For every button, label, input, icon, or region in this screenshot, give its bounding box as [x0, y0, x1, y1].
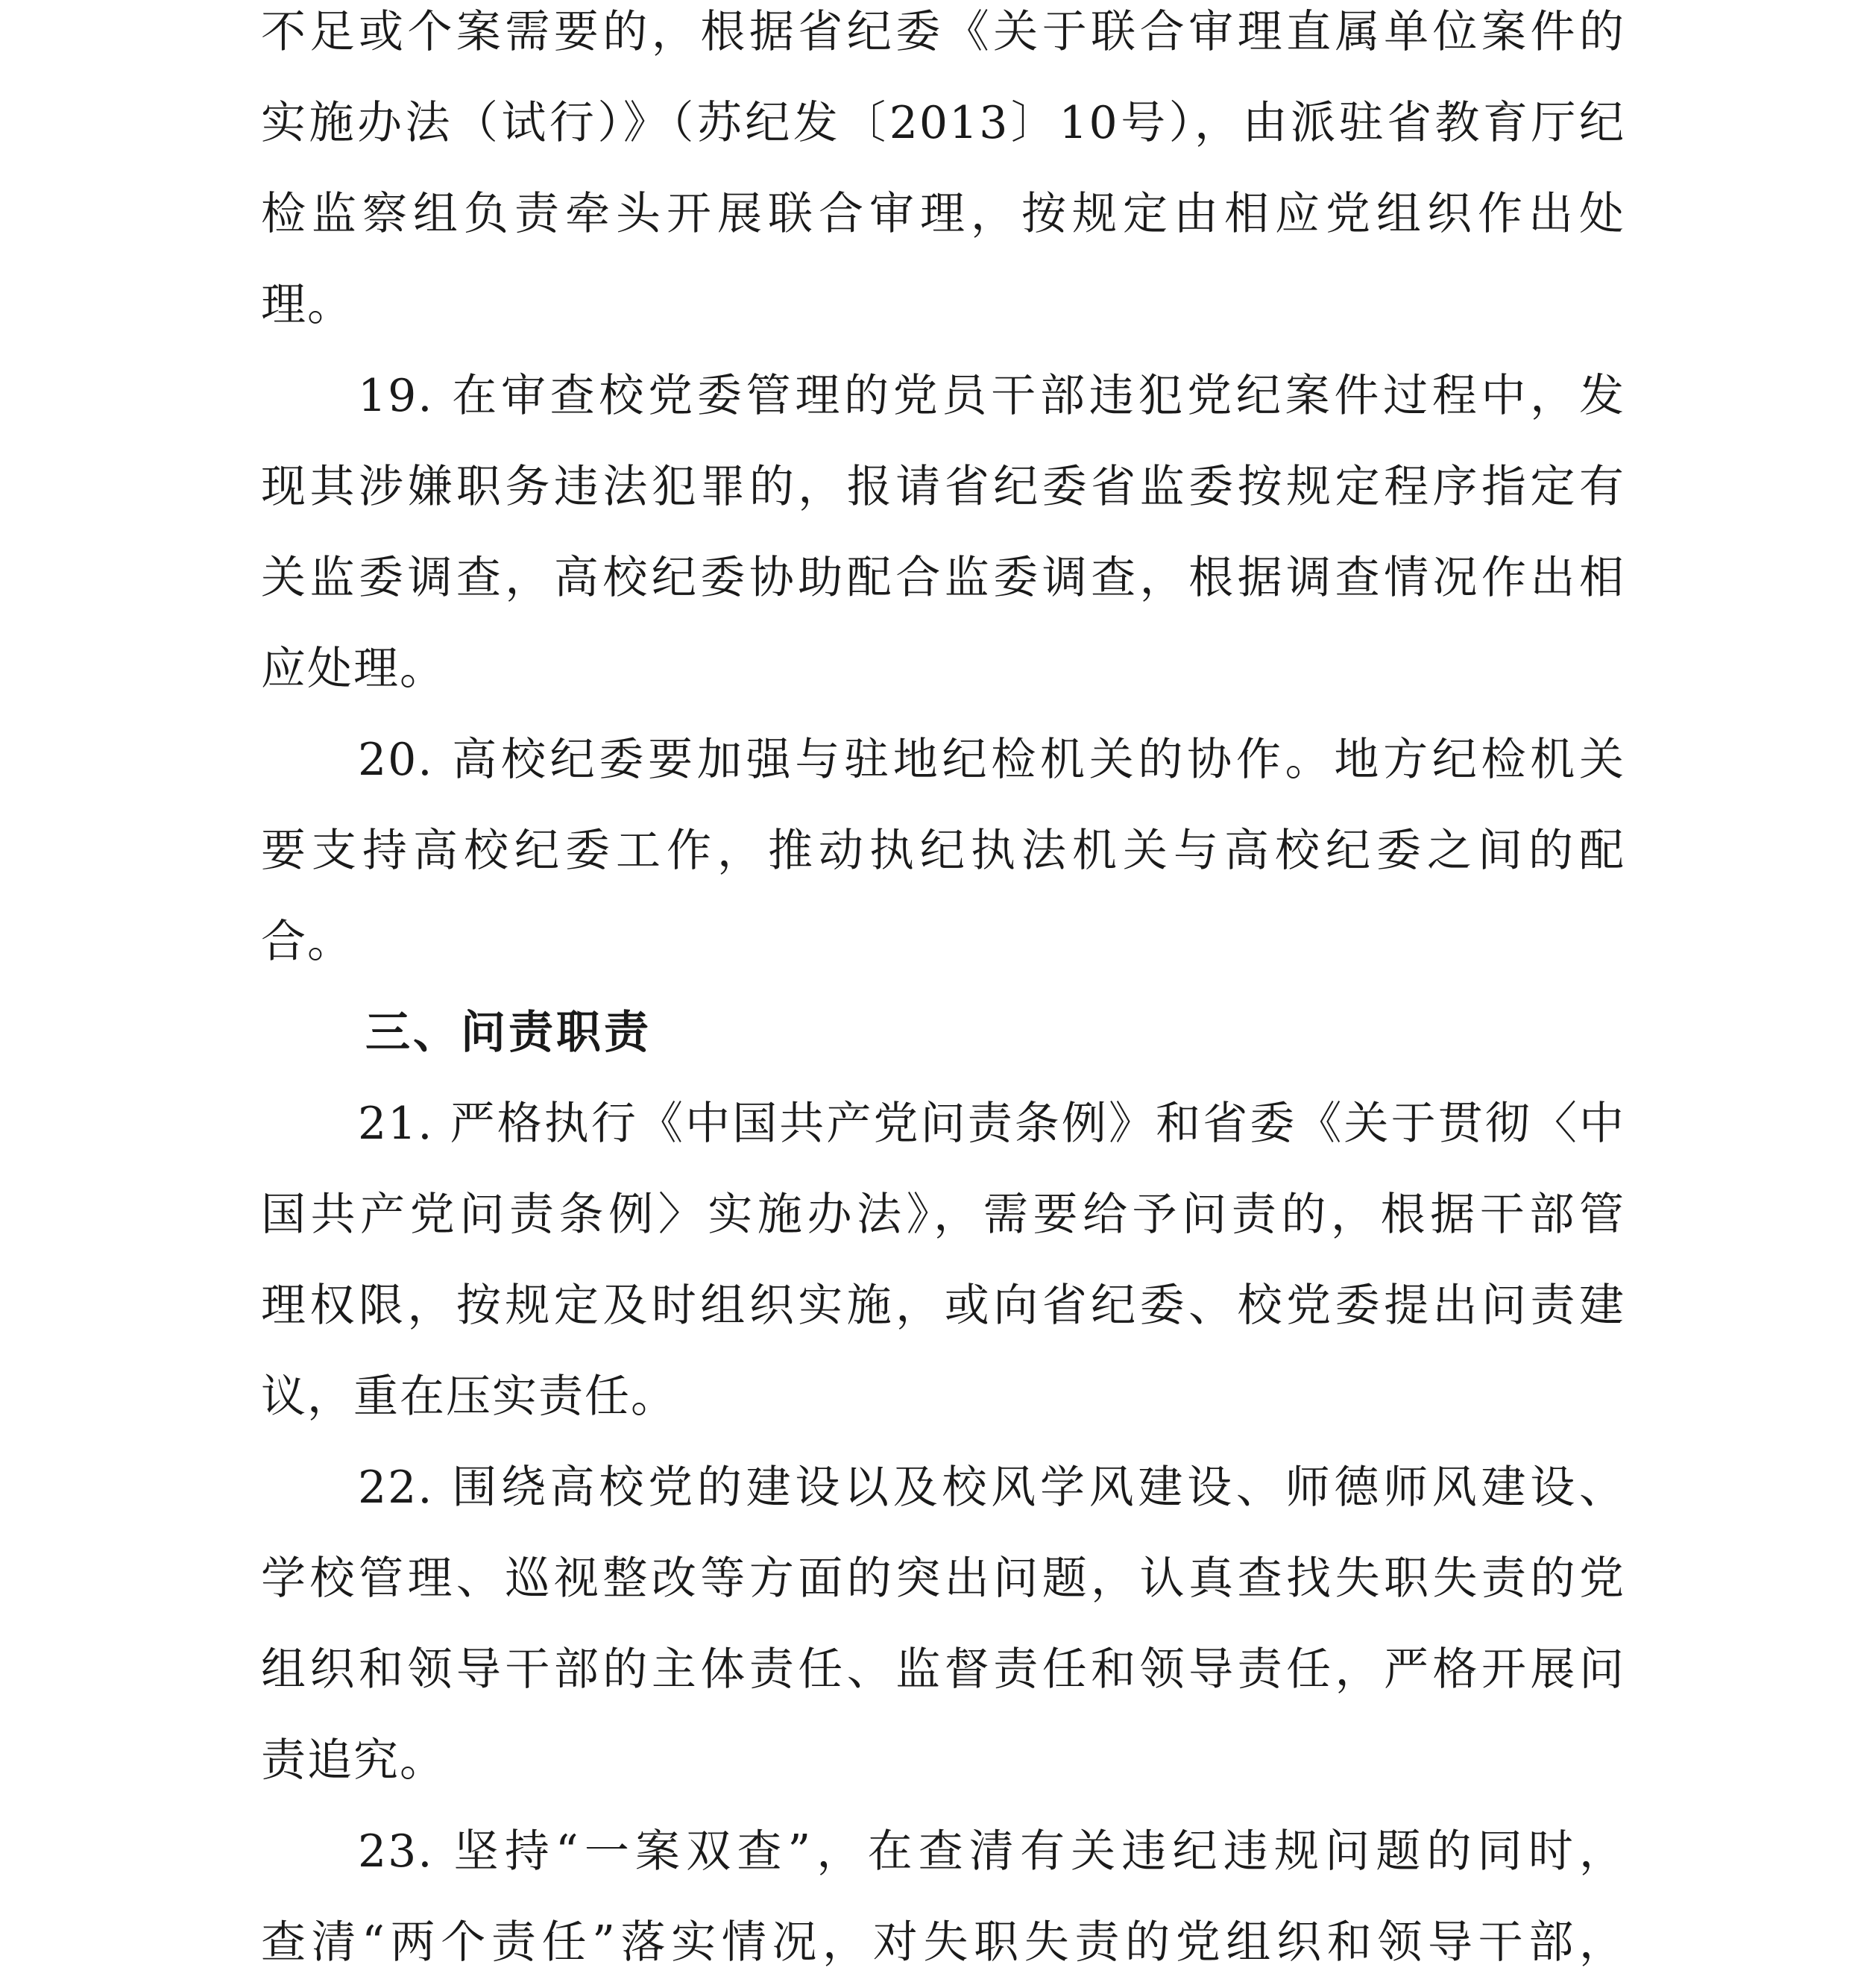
- text-line: 不足或个案需要的，根据省纪委《关于联合审理直属单位案件的: [261, 6, 1625, 58]
- text-line: 组织和领导干部的主体责任、监督责任和领导责任，严格开展问: [261, 1643, 1625, 1696]
- text-line: 查清“两个责任”落实情况，对失职失责的党组织和领导干部，: [261, 1916, 1625, 1969]
- text-line: 19. 在审查校党委管理的党员干部违犯党纪案件过程中，发: [358, 370, 1625, 422]
- text-line: 要支持高校纪委工作，推动执纪执法机关与高校纪委之间的配: [261, 825, 1625, 877]
- paragraph-item-22: [261, 1442, 1625, 1806]
- text-line: 实施办法（试行）》（苏纪发〔2013〕10号），由派驻省教育厅纪: [261, 97, 1625, 149]
- text-line: 22. 围绕高校党的建设以及校风学风建设、师德师风建设、: [358, 1462, 1625, 1514]
- text-line: 学校管理、巡视整改等方面的突出问题，认真查找失职失责的党: [261, 1553, 1625, 1605]
- text-line: 现其涉嫌职务违法犯罪的，报请省纪委省监委按规定程序指定有: [261, 461, 1625, 513]
- paragraph-item-20: [261, 714, 1625, 987]
- text-line: 理。: [261, 279, 353, 331]
- text-line: 责追究。: [261, 1734, 446, 1787]
- text-line: 检监察组负责牵头开展联合审理，按规定由相应党组织作出处: [261, 188, 1625, 240]
- text-line: 21. 严格执行《中国共产党问责条例》和省委《关于贯彻〈中: [358, 1098, 1625, 1150]
- text-line: 议，重在压实责任。: [261, 1371, 677, 1423]
- text-line: 合。: [261, 916, 353, 968]
- paragraph-continued: [261, 0, 1625, 350]
- text-line: 20. 高校纪委要加强与驻地纪检机关的协作。地方纪检机关: [358, 734, 1625, 786]
- text-line: 国共产党问责条例〉实施办法》，需要给予问责的，根据干部管: [261, 1189, 1625, 1241]
- paragraph-item-21: [261, 1078, 1625, 1442]
- paragraph-item-19: [261, 350, 1625, 714]
- paragraph-item-23: [261, 1806, 1625, 1988]
- text-line: 应处理。: [261, 643, 446, 695]
- text-line: 23. 坚持“一案双查”，在查清有关违纪违规问题的同时，: [358, 1825, 1625, 1878]
- text-line: 理权限，按规定及时组织实施，或向省纪委、校党委提出问责建: [261, 1280, 1625, 1332]
- document-body: [261, 0, 1625, 1988]
- section-heading: 三、问责职责: [365, 1007, 652, 1059]
- text-line: 关监委调查，高校纪委协助配合监委调查，根据调查情况作出相: [261, 552, 1625, 604]
